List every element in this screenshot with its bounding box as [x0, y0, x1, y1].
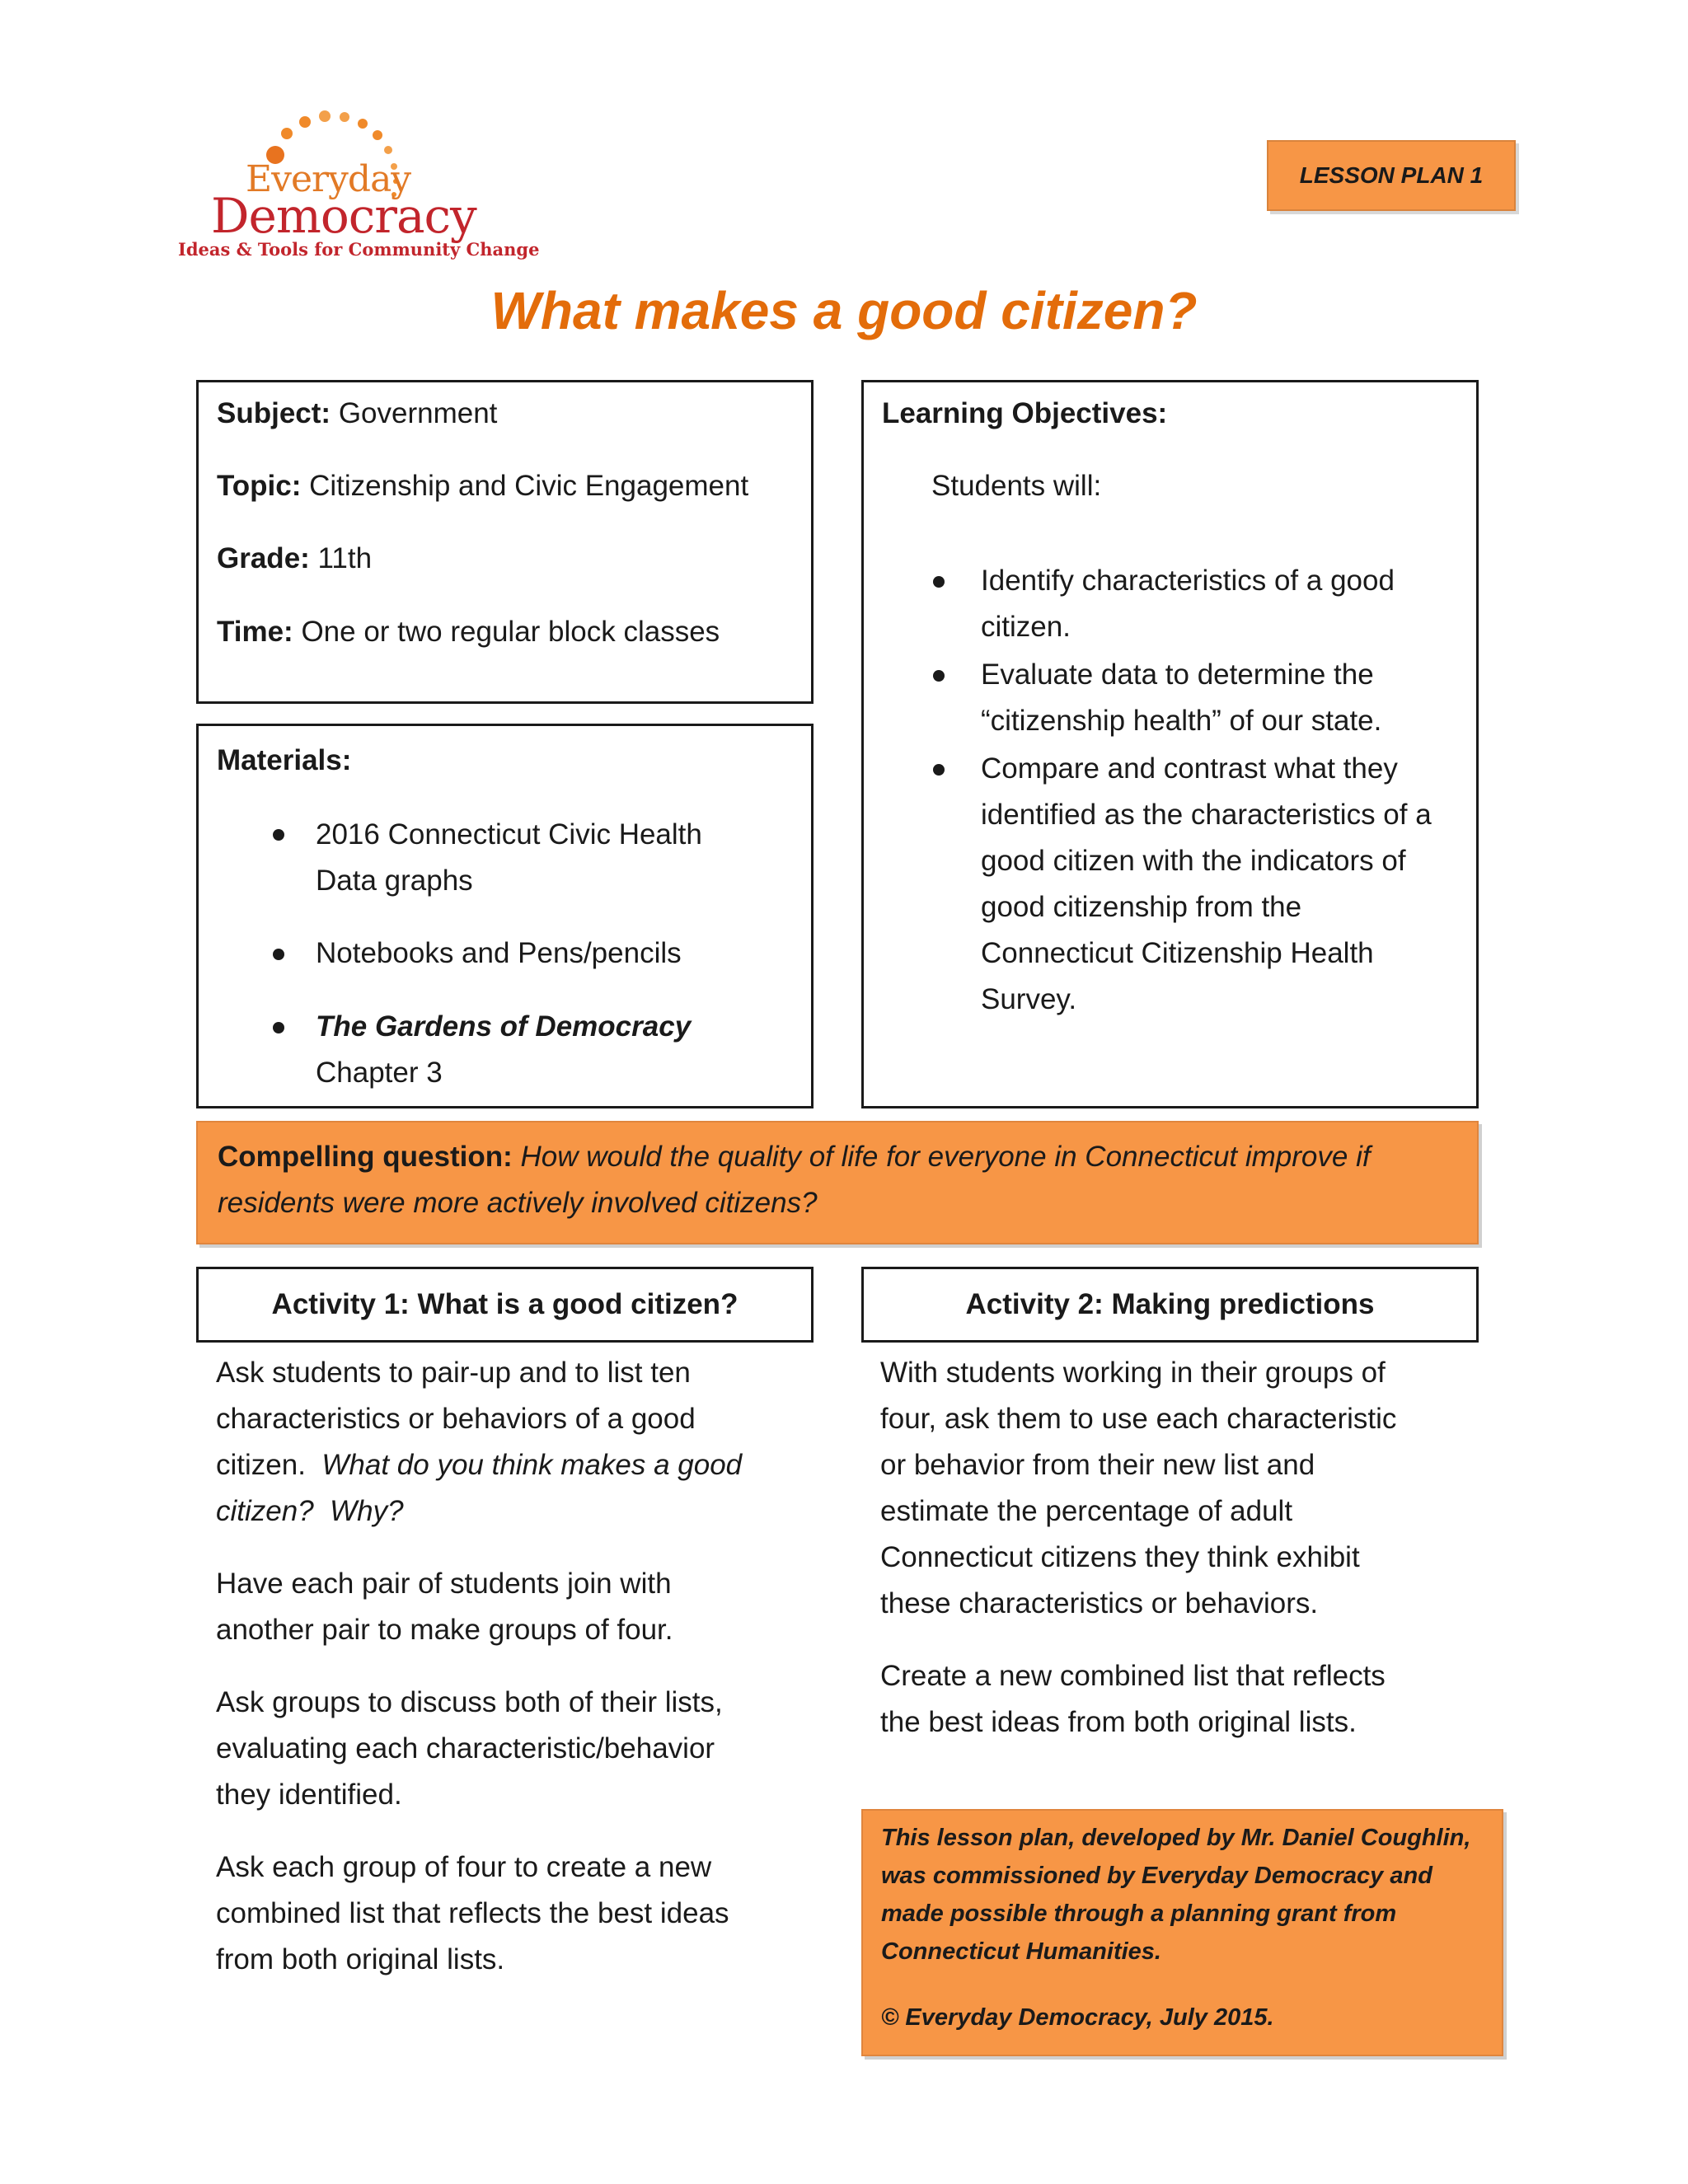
grade-label: Grade: [217, 542, 310, 574]
activity-1-p3-line-3: they identified. [216, 1779, 402, 1811]
lesson-info-box [196, 380, 814, 704]
material-item-2: Notebooks and Pens/pencils [316, 937, 682, 969]
activity-1-heading: Activity 1: What is a good citizen? [196, 1267, 814, 1343]
activity-1-p1-line-3 [216, 1442, 742, 1488]
page-title: What makes a good citizen? [490, 281, 1198, 340]
activity-2-p1-line-1: With students working in their groups of [880, 1357, 1386, 1389]
credit-box [861, 1809, 1503, 2056]
activity-1-p4-line-2: combined list that reflects the best ideas [216, 1897, 729, 1929]
objective-2-line-1: Evaluate data to determine the [981, 658, 1374, 691]
material-item-3-chapter: Chapter 3 [316, 1057, 443, 1089]
compelling-question-box [196, 1121, 1479, 1244]
compelling-question-line-1 [218, 1134, 1371, 1180]
copyright-notice: © Everyday Democracy, July 2015. [881, 2004, 1274, 2031]
bullet-icon [933, 764, 945, 776]
bullet-icon [273, 1022, 284, 1033]
objective-2-line-2: “citizenship health” of our state. [981, 705, 1382, 737]
activity-2-p1-line-3: or behavior from their new list and [880, 1449, 1315, 1481]
activity-1-p1-line-4: citizen? Why? [216, 1495, 404, 1527]
lesson-plan-badge: LESSON PLAN 1 [1267, 140, 1516, 211]
objectives-intro: Students will: [931, 470, 1102, 502]
materials-box [196, 724, 814, 1108]
everyday-democracy-logo [175, 107, 540, 272]
objective-3-line-4: good citizenship from the [981, 891, 1302, 923]
objectives-heading: Learning Objectives: [882, 397, 1168, 429]
activity-2-p1-line-6: these characteristics or behaviors. [880, 1587, 1319, 1619]
topic-value: Citizenship and Civic Engagement [309, 470, 749, 502]
compelling-question-label: Compelling question: [218, 1141, 513, 1173]
subject-value: Government [338, 397, 498, 429]
bullet-icon [273, 829, 284, 841]
time-label: Time: [217, 616, 293, 648]
grade-row [217, 536, 372, 582]
activity-1-p1-line-3-italic: What do you think makes a good [321, 1449, 743, 1481]
logo-word-democracy: Democracy [211, 188, 476, 244]
bullet-icon [933, 670, 945, 682]
credit-line-4: Connecticut Humanities. [881, 1938, 1161, 1965]
topic-row [217, 463, 748, 509]
activity-1-p2-line-1: Have each pair of students join with [216, 1568, 672, 1600]
objective-1-line-1: Identify characteristics of a good [981, 565, 1395, 597]
material-item-1-line-1: 2016 Connecticut Civic Health [316, 818, 702, 851]
activity-1-p3-line-1: Ask groups to discuss both of their lists, [216, 1686, 723, 1718]
activity-2-heading: Activity 2: Making predictions [861, 1267, 1479, 1343]
activity-2-body [880, 1350, 1490, 1746]
compelling-question-text-1: How would the quality of life for everyone in Connecticut improve if [520, 1141, 1371, 1173]
learning-objectives-box [861, 380, 1479, 1108]
activity-2-p2-line-2: the best ideas from both original lists. [880, 1706, 1357, 1738]
subject-label: Subject: [217, 397, 331, 429]
time-value: One or two regular block classes [301, 616, 720, 648]
activity-1-p1-line-1: Ask students to pair-up and to list ten [216, 1357, 691, 1389]
material-item-1-line-2: Data graphs [316, 865, 473, 897]
topic-label: Topic: [217, 470, 302, 502]
activity-2-p1-line-2: four, ask them to use each characteristic [880, 1403, 1397, 1435]
logo-tagline: Ideas & Tools for Community Change [178, 239, 540, 260]
bullet-icon [933, 576, 945, 588]
activity-1-p1-line-2: characteristics or behaviors of a good [216, 1403, 696, 1435]
activity-1-p1-line-3-plain: citizen. [216, 1449, 322, 1481]
material-item-3-title: The Gardens of Democracy [316, 1010, 692, 1043]
objective-1-line-2: citizen. [981, 611, 1071, 643]
bullet-icon [273, 949, 284, 960]
grade-value: 11th [317, 542, 373, 574]
activity-1-body [216, 1350, 826, 1976]
activity-2-p1-line-5: Connecticut citizens they think exhibit [880, 1541, 1360, 1573]
materials-heading: Materials: [217, 744, 352, 776]
activity-1-p3-line-2: evaluating each characteristic/behavior [216, 1732, 715, 1765]
activity-1-p2-line-2: another pair to make groups of four. [216, 1614, 673, 1646]
subject-row [217, 391, 497, 437]
activity-2-p2-line-1: Create a new combined list that reflects [880, 1660, 1386, 1692]
activity-1-p4-line-1: Ask each group of four to create a new [216, 1851, 712, 1883]
activity-1-p4-line-3: from both original lists. [216, 1943, 505, 1975]
objective-3-line-2: identified as the characteristics of a [981, 799, 1432, 831]
activity-2-p1-line-4: estimate the percentage of adult [880, 1495, 1293, 1527]
objective-3-line-5: Connecticut Citizenship Health [981, 937, 1374, 969]
logo-word-everyday: Everyday [246, 158, 411, 200]
credit-line-1: This lesson plan, developed by Mr. Daniel Coughlin, [881, 1825, 1471, 1851]
objective-3-line-6: Survey. [981, 983, 1077, 1015]
credit-line-2: was commissioned by Everyday Democracy and [881, 1863, 1432, 1889]
credit-line-3: made possible through a planning grant from [881, 1900, 1397, 1927]
time-row [217, 609, 720, 655]
objective-3-line-3: good citizen with the indicators of [981, 845, 1406, 877]
objective-3-line-1: Compare and contrast what they [981, 752, 1398, 785]
compelling-question-text-2: residents were more actively involved citizens? [218, 1187, 818, 1219]
